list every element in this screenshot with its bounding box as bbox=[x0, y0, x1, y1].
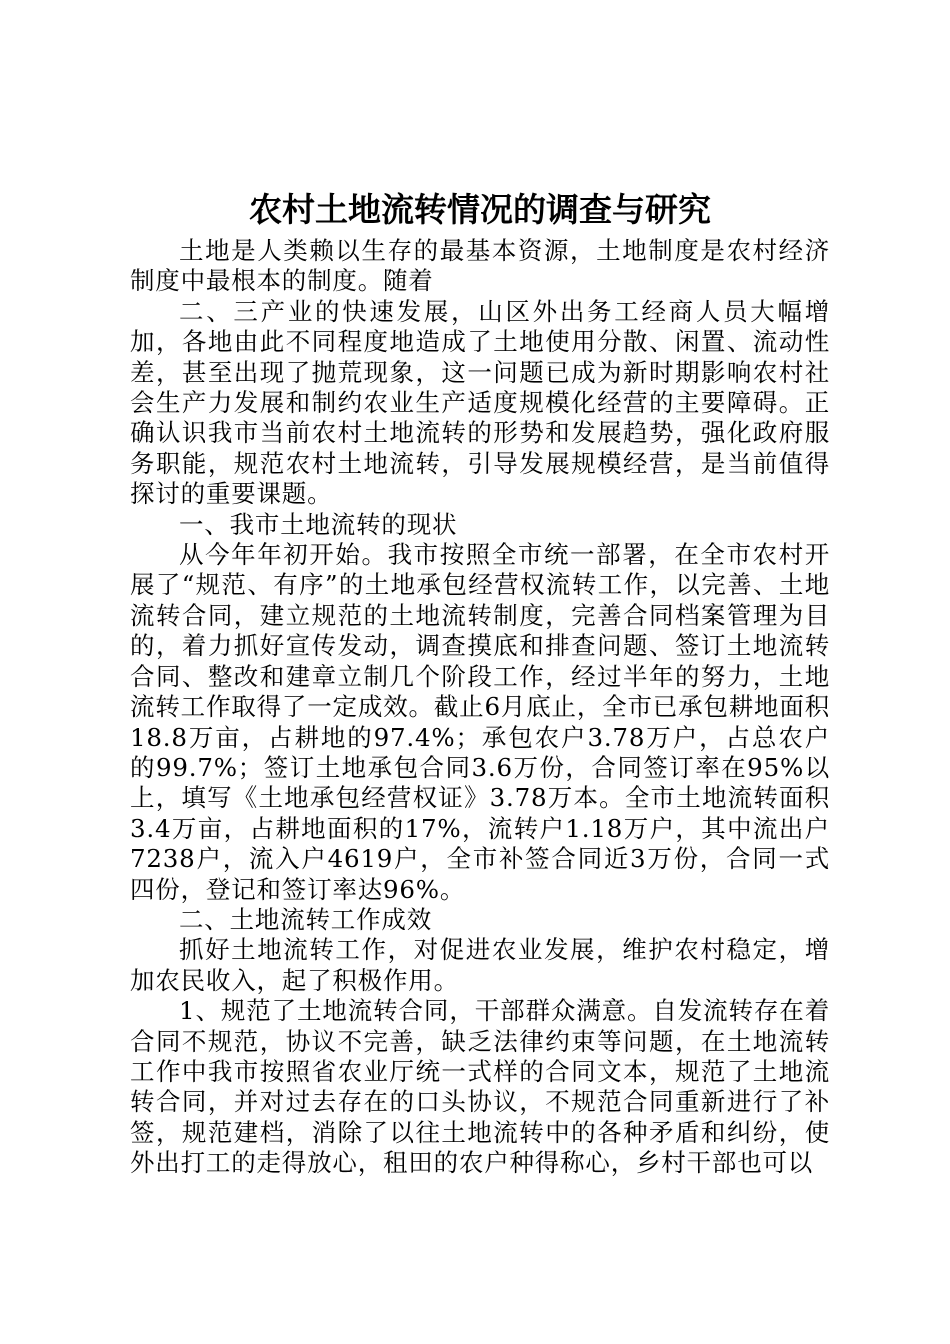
section-heading-status: 一、我市土地流转的现状 bbox=[179, 509, 458, 539]
paragraph-contracts: 1、规范了土地流转合同，干部群众满意。自发流转存在着合同不规范，协议不完善，缺乏法律约束等问题，在土地流转工作中我市按照省农业厅统一式样的合同文本，规范了土地流转合同，并对过去存在的口头协议，不规范合同重新进行了补签，规范建档，消除了以往土地流转中的各种矛盾和纠纷，使外出打工的走得放心，租田的农户种得称心，乡村干部也可以 bbox=[130, 996, 830, 1178]
document-title: 农村土地流转情况的调查与研究 bbox=[249, 190, 711, 229]
paragraph-background: 二、三产业的快速发展，山区外出务工经商人员大幅增加，各地由此不同程度地造成了土地使用分散、闲置、流动性差，甚至出现了抛荒现象，这一问题已成为新时期影响农村社会生产力发展和制约农业生产适度规模化经营的主要障碍。正确认识我市当前农村土地流转的形势和发展趋势，强化政府服务职能，规范农村土地流转，引导发展规模经营，是当前值得探讨的重要课题。 bbox=[130, 296, 830, 509]
document-body bbox=[130, 236, 830, 1179]
section-heading-results: 二、土地流转工作成效 bbox=[179, 904, 432, 934]
paragraph-intro: 土地是人类赖以生存的最基本资源，土地制度是农村经济制度中最根本的制度。随着 bbox=[130, 236, 830, 296]
paragraph-results: 抓好土地流转工作，对促进农业发展，维护农村稳定，增加农民收入，起了积极作用。 bbox=[130, 935, 830, 995]
paragraph-status: 从今年年初开始。我市按照全市统一部署，在全市农村开展了“规范、有序”的土地承包经营权流转工作，以完善、土地流转合同，建立规范的土地流转制度，完善合同档案管理为目的，着力抓好宣传发动，调查摸底和排查问题、签订土地流转合同、整改和建章立制几个阶段工作，经过半年的努力，土地流转工作取得了一定成效。截止6月底止，全市已承包耕地面积18.8万亩，占耕地的97.4%；承包农户3.78万户，占总农户的99.7%；签订土地承包合同3.6万份，合同签订率在95%以上，填写《土地承包经营权证》3.78万本。全市土地流转面积3.4万亩，占耕地面积的17%，流转户1.18万户，其中流出户7238户，流入户4619户，全市补签合同近3万份，合同一式四份，登记和签订率达96%。 bbox=[130, 540, 831, 904]
